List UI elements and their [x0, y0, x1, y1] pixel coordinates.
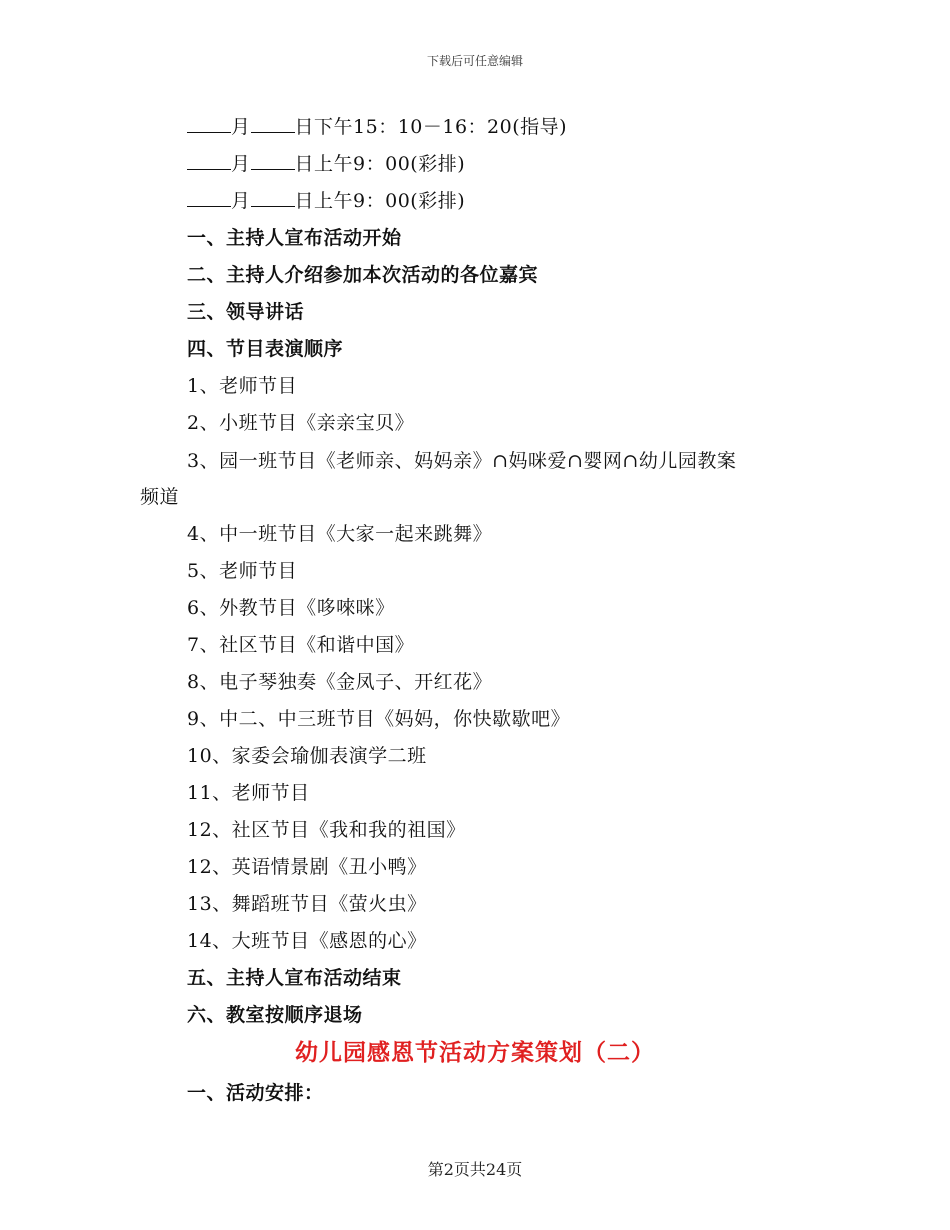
program-item: 14、大班节目《感恩的心》: [187, 930, 427, 952]
program-item: 6、外教节目《哆唻咪》: [187, 597, 395, 619]
blank-field: [251, 114, 295, 133]
step-heading: 六、教室按顺序退场: [187, 1004, 363, 1026]
step-heading: 二、主持人介绍参加本次活动的各位嘉宾: [187, 264, 539, 286]
page-header: 下载后可任意编辑: [426, 54, 523, 68]
blank-field: [187, 114, 231, 133]
step-heading: 一、主持人宣布活动开始: [187, 227, 402, 249]
step-heading: 五、主持人宣布活动结束: [187, 967, 402, 989]
program-item: 13、舞蹈班节目《萤火虫》: [187, 893, 427, 915]
program-item: 12、英语情景剧《丑小鸭》: [187, 856, 427, 878]
program-item: 11、老师节目: [187, 782, 310, 804]
program-item: 8、电子琴独奏《金凤子、开红花》: [187, 671, 493, 693]
section-title: 幼儿园感恩节活动方案策划（二）: [295, 1039, 655, 1066]
schedule-line: 月 日上午9：00(彩排): [187, 188, 465, 214]
program-item: 7、社区节目《和谐中国》: [187, 634, 415, 656]
program-item: 12、社区节目《我和我的祖国》: [187, 819, 466, 841]
program-item: 3、园一班节目《老师亲、妈妈亲》∩妈咪爱∩婴网∩幼儿园教案: [187, 450, 737, 472]
blank-field: [251, 188, 295, 207]
blank-field: [187, 151, 231, 170]
page-footer: 第2页共24页: [427, 1160, 523, 1179]
program-item: 2、小班节目《亲亲宝贝》: [187, 412, 415, 434]
program-item: 4、中一班节目《大家一起来跳舞》: [187, 523, 493, 545]
program-item: 10、家委会瑜伽表演学二班: [187, 745, 427, 767]
schedule-line: 月 日上午9：00(彩排): [187, 151, 465, 177]
step-heading: 四、节目表演顺序: [187, 338, 344, 360]
section-heading: 一、活动安排：: [187, 1082, 324, 1104]
schedule-line: 月 日下午15：10－16：20(指导): [187, 114, 567, 140]
program-item: 1、老师节目: [187, 375, 298, 397]
program-item: 9、中二、中三班节目《妈妈，你快歇歇吧》: [187, 708, 571, 730]
blank-field: [251, 151, 295, 170]
program-item-continuation: 频道: [140, 486, 180, 508]
blank-field: [187, 188, 231, 207]
program-item: 5、老师节目: [187, 560, 298, 582]
step-heading: 三、领导讲话: [187, 301, 305, 323]
